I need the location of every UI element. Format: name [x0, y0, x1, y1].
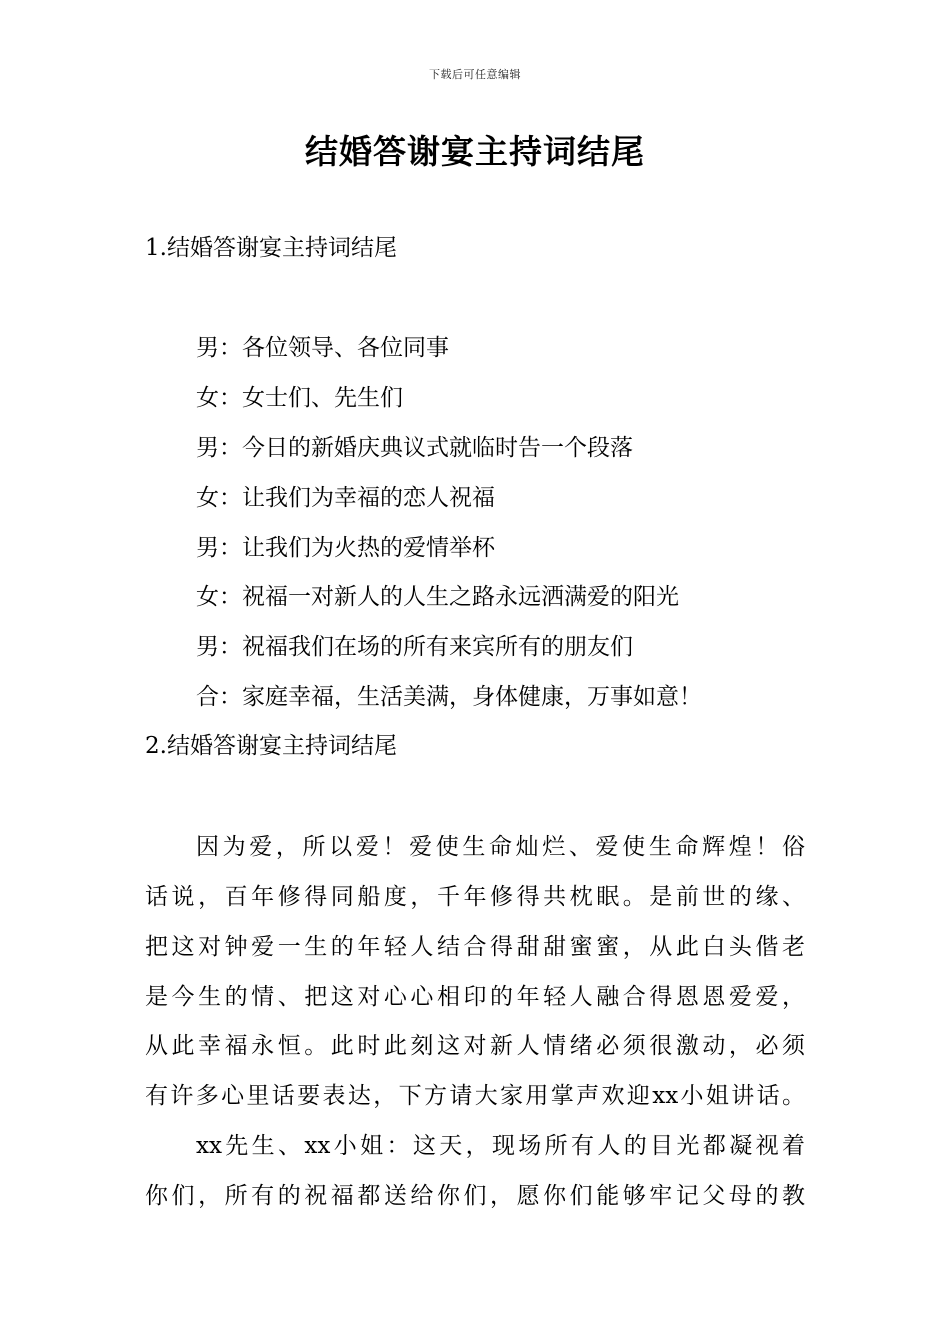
paragraph-line: 话说，百年修得同船度，千年修得共枕眠。是前世的缘、	[145, 884, 805, 910]
dialogue-line: 女：让我们为幸福的恋人祝福	[196, 485, 495, 511]
dialogue-line: 男：祝福我们在场的所有来宾所有的朋友们	[196, 634, 633, 660]
paragraph-line: 有许多心里话要表达，下方请大家用掌声欢迎xx小姐讲话。	[145, 1083, 805, 1109]
paragraph-line: 你们，所有的祝福都送给你们，愿你们能够牢记父母的教	[145, 1183, 805, 1209]
paragraph-line: 是今生的情、把这对心心相印的年轻人融合得恩恩爱爱，	[145, 984, 805, 1010]
paragraph-line: 从此幸福永恒。此时此刻这对新人情绪必须很激动，必须	[145, 1033, 805, 1059]
dialogue-line: 男：让我们为火热的爱情举杯	[196, 535, 495, 561]
dialogue-line: 男：各位领导、各位同事	[196, 335, 449, 361]
document-title: 结婚答谢宴主持词结尾	[305, 132, 645, 171]
dialogue-line: 合：家庭幸福，生活美满，身体健康，万事如意！	[196, 684, 702, 710]
section-heading-1: 1.结婚答谢宴主持词结尾	[145, 235, 397, 261]
dialogue-line: 男：今日的新婚庆典议式就临时告一个段落	[196, 435, 633, 461]
header-note: 下载后可任意编辑	[429, 68, 521, 81]
dialogue-line: 女：女士们、先生们	[196, 385, 403, 411]
dialogue-line: 女：祝福一对新人的人生之路永远洒满爱的阳光	[196, 584, 679, 610]
paragraph-line: 因为爱，所以爱！爱使生命灿烂、爱使生命辉煌！俗	[196, 834, 805, 860]
paragraph-line: 把这对钟爱一生的年轻人结合得甜甜蜜蜜，从此白头偕老	[145, 934, 805, 960]
section-heading-2: 2.结婚答谢宴主持词结尾	[145, 733, 397, 759]
paragraph-line: xx先生、xx小姐：这天，现场所有人的目光都凝视着	[196, 1133, 805, 1159]
